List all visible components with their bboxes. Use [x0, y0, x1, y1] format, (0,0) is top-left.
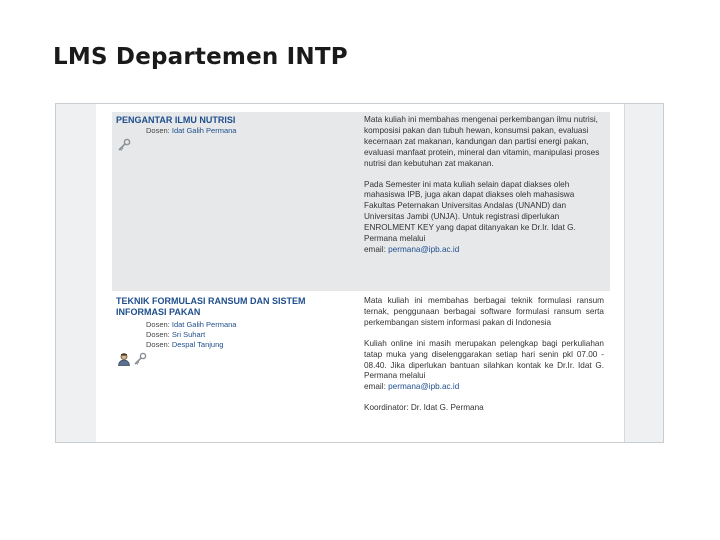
description-paragraph: Mata kuliah ini membahas berbagai teknik formulasi ransum ternak, penggunaan berbagai software formulasi ransum serta perkembangan sistem informasi pakan di Indonesia — [364, 296, 604, 327]
course-info — [116, 115, 346, 152]
course-coordinator: Koordinator: Dr. Idat G. Permana — [364, 403, 484, 413]
course-title-link[interactable]: PENGANTAR ILMU NUTRISI — [116, 115, 236, 125]
course-title-link[interactable]: TEKNIK FORMULASI RANSUM DAN SISTEM INFORMASI PAKAN — [116, 296, 306, 317]
teacher-role: Dosen: — [146, 330, 170, 339]
email-label: email: — [364, 382, 386, 392]
email-link[interactable]: permana@ipb.ac.id — [388, 382, 460, 392]
description-paragraph: Mata kuliah ini membahas mengenai perkembangan ilmu nutrisi, komposisi pakan dan tubuh hewan, konsumsi pakan, evaluasi kecernaan zat makanan, kandungan dan partisi energi pakan, evaluasi manfaat protein, mineral dan vitamin, manipulasi proses nutrisi dan kebutuhan zat makanan. — [364, 115, 600, 168]
course-info — [116, 296, 346, 366]
course-teacher — [146, 320, 346, 330]
course-teacher — [146, 330, 346, 340]
description-paragraph: Kuliah online ini masih merupakan pelengkap bagi perkuliahan tatap muka yang diselenggarakan setiap hari senin pkl 07.00 - 08.40. Jika diperlukan bantuan silahkan kontak ke Dr.Ir. Idat G. Permana melalui email: permana@ipb.ac.id — [364, 338, 604, 392]
lms-screenshot — [55, 103, 664, 443]
slide-title: LMS Departemen INTP — [53, 44, 348, 70]
course-access-icons — [116, 352, 346, 366]
key-icon — [117, 138, 131, 152]
course-description — [364, 115, 604, 256]
course-item — [112, 293, 610, 443]
key-icon — [133, 352, 147, 366]
course-description — [364, 296, 604, 414]
teacher-name-link[interactable]: Idat Galih Permana — [171, 320, 237, 329]
teacher-name-link[interactable]: Idat Galih Permana — [171, 126, 237, 135]
email-link[interactable]: permana@ipb.ac.id — [388, 244, 460, 254]
email-label: email: — [364, 244, 386, 254]
course-teacher — [146, 126, 346, 136]
right-gutter — [624, 104, 663, 442]
course-teacher — [146, 340, 346, 350]
teacher-role: Dosen: — [146, 320, 170, 329]
description-paragraph: Pada Semester ini mata kuliah selain dapat diakses oleh mahasiswa IPB, juga akan dapat diakses oleh mahasiswa Fakultas Peternakan Universitas Andalas (UNAND) dan Universitas Jambi (UNJA). Untuk registrasi diperlukan ENROLMENT KEY yang dapat ditanyakan ke Dr.Ir. Idat G. Permana melalui email: permana@ipb.ac.id — [364, 179, 576, 254]
teacher-name-link[interactable]: Sri Suhart — [171, 330, 206, 339]
course-list-panel — [96, 104, 627, 442]
course-item — [112, 112, 610, 291]
teacher-role: Dosen: — [146, 340, 170, 349]
teacher-name-link[interactable]: Despal Tanjung — [171, 340, 224, 349]
guest-user-icon — [117, 352, 131, 366]
course-access-icons — [116, 138, 346, 152]
left-gutter — [56, 104, 96, 442]
teacher-role: Dosen: — [146, 126, 170, 135]
